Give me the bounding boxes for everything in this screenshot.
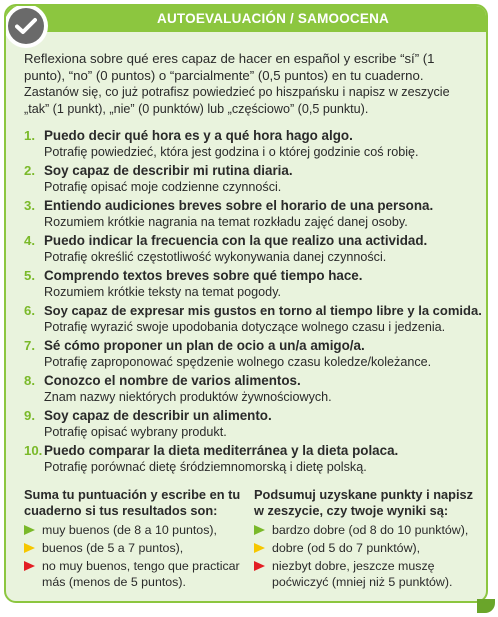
item-text-es: Entiendo audiciones breves sobre el horario de una persona. bbox=[44, 198, 434, 213]
score-summary bbox=[24, 487, 476, 592]
self-assessment-card bbox=[4, 4, 488, 603]
item-text-pl: Rozumiem krótkie teksty na temat pogody. bbox=[44, 285, 282, 299]
item-text-pl: Potrafię opisać wybrany produkt. bbox=[44, 425, 227, 439]
instructions bbox=[24, 50, 476, 118]
list-item bbox=[24, 372, 476, 405]
item-number: 9. bbox=[24, 408, 35, 423]
item-number: 10. bbox=[24, 443, 43, 458]
item-text-es: Conozco el nombre de varios alimentos. bbox=[44, 373, 301, 388]
item-number: 3. bbox=[24, 198, 35, 213]
item-number: 6. bbox=[24, 303, 35, 318]
item-text-es: Puedo indicar la frecuencia con la que realizo una actividad. bbox=[44, 233, 428, 248]
item-number: 5. bbox=[24, 268, 35, 283]
item-number: 1. bbox=[24, 128, 35, 143]
header-bar bbox=[6, 6, 486, 32]
list-item bbox=[24, 127, 476, 160]
header-title: AUTOEVALUACIÓN / SAMOOCENA bbox=[157, 11, 389, 26]
list-item bbox=[24, 442, 476, 475]
item-text-pl: Potrafię porównać dietę śródziemnomorską i dietę polską. bbox=[44, 460, 367, 474]
item-text-pl: Potrafię powiedzieć, która jest godzina i o której godzinie coś robię. bbox=[44, 145, 419, 159]
checkmark-icon bbox=[15, 17, 37, 35]
yellow-triangle-icon bbox=[254, 543, 265, 553]
content bbox=[24, 50, 482, 592]
checkmark-badge bbox=[4, 4, 48, 48]
item-number: 7. bbox=[24, 338, 35, 353]
item-text-pl: Potrafię wyrazić swoje upodobania dotyczące wolnego czasu i jedzenia. bbox=[44, 320, 446, 334]
green-triangle-icon bbox=[24, 525, 35, 535]
item-text-pl: Potrafię zaproponować spędzenie wolnego czasu koledze/koleżance. bbox=[44, 355, 432, 369]
summary-heading-es: Suma tu puntuación y escribe en tu cuaderno si tus resultados son: bbox=[24, 487, 241, 518]
red-triangle-icon bbox=[24, 561, 35, 571]
item-text-es: Soy capaz de describir mi rutina diaria. bbox=[44, 163, 293, 178]
list-item bbox=[24, 162, 476, 195]
item-number: 4. bbox=[24, 233, 35, 248]
item-text-pl: Znam nazwy niektórych produktów żywnościowych. bbox=[44, 390, 332, 404]
result-item: muy buenos (de 8 a 10 puntos), bbox=[24, 522, 246, 538]
list-item bbox=[24, 197, 476, 230]
page-corner-decoration bbox=[477, 599, 495, 613]
item-text-pl: Potrafię opisać moje codzienne czynności. bbox=[44, 180, 282, 194]
yellow-triangle-icon bbox=[24, 543, 35, 553]
result-item: bardzo dobre (od 8 do 10 punktów), bbox=[254, 522, 476, 538]
green-triangle-icon bbox=[254, 525, 265, 535]
result-item: niezbyt dobre, jeszcze muszę poćwiczyć (mniej niż 5 punktów). bbox=[254, 558, 476, 590]
instructions-es: Reflexiona sobre qué eres capaz de hacer en español y escribe “sí” (1 punto), “no” (0 puntos) o “parcialmente” (0,5 puntos) en tu cuaderno. bbox=[24, 51, 435, 83]
list-item bbox=[24, 267, 476, 300]
summary-pl bbox=[254, 487, 476, 592]
list-item bbox=[24, 337, 476, 370]
item-number: 2. bbox=[24, 163, 35, 178]
list-item bbox=[24, 232, 476, 265]
result-item: dobre (od 5 do 7 punktów), bbox=[254, 540, 476, 556]
item-text-es: Puedo decir qué hora es y a qué hora hago algo. bbox=[44, 128, 353, 143]
list-item bbox=[24, 302, 482, 335]
item-text-pl: Potrafię określić częstotliwość wykonywania danej czynności. bbox=[44, 250, 387, 264]
item-text-es: Soy capaz de describir un alimento. bbox=[44, 408, 272, 423]
item-text-es: Puedo comparar la dieta mediterránea y la dieta polaca. bbox=[44, 443, 399, 458]
instructions-pl: Zastanów się, co już potrafisz powiedzieć po hiszpańsku i napisz w zeszycie „tak” (1 punkt), „nie” (0 punktów) lub „częściowo” (0,5 punktu). bbox=[24, 85, 450, 116]
summary-es bbox=[24, 487, 254, 592]
checklist bbox=[24, 127, 482, 475]
item-text-es: Sé cómo proponer un plan de ocio a un/a amigo/a. bbox=[44, 338, 365, 353]
item-text-es: Soy capaz de expresar mis gustos en torno al tiempo libre y la comida. bbox=[44, 303, 482, 318]
result-item: no muy buenos, tengo que practicar más (menos de 5 puntos). bbox=[24, 558, 246, 590]
item-text-pl: Rozumiem krótkie nagrania na temat rozkładu zajęć danej osoby. bbox=[44, 215, 408, 229]
item-number: 8. bbox=[24, 373, 35, 388]
result-item: buenos (de 5 a 7 puntos), bbox=[24, 540, 246, 556]
list-item bbox=[24, 407, 476, 440]
summary-heading-pl: Podsumuj uzyskane punkty i napisz w zeszycie, czy twoje wyniki są: bbox=[254, 487, 474, 518]
red-triangle-icon bbox=[254, 561, 265, 571]
item-text-es: Comprendo textos breves sobre qué tiempo hace. bbox=[44, 268, 363, 283]
